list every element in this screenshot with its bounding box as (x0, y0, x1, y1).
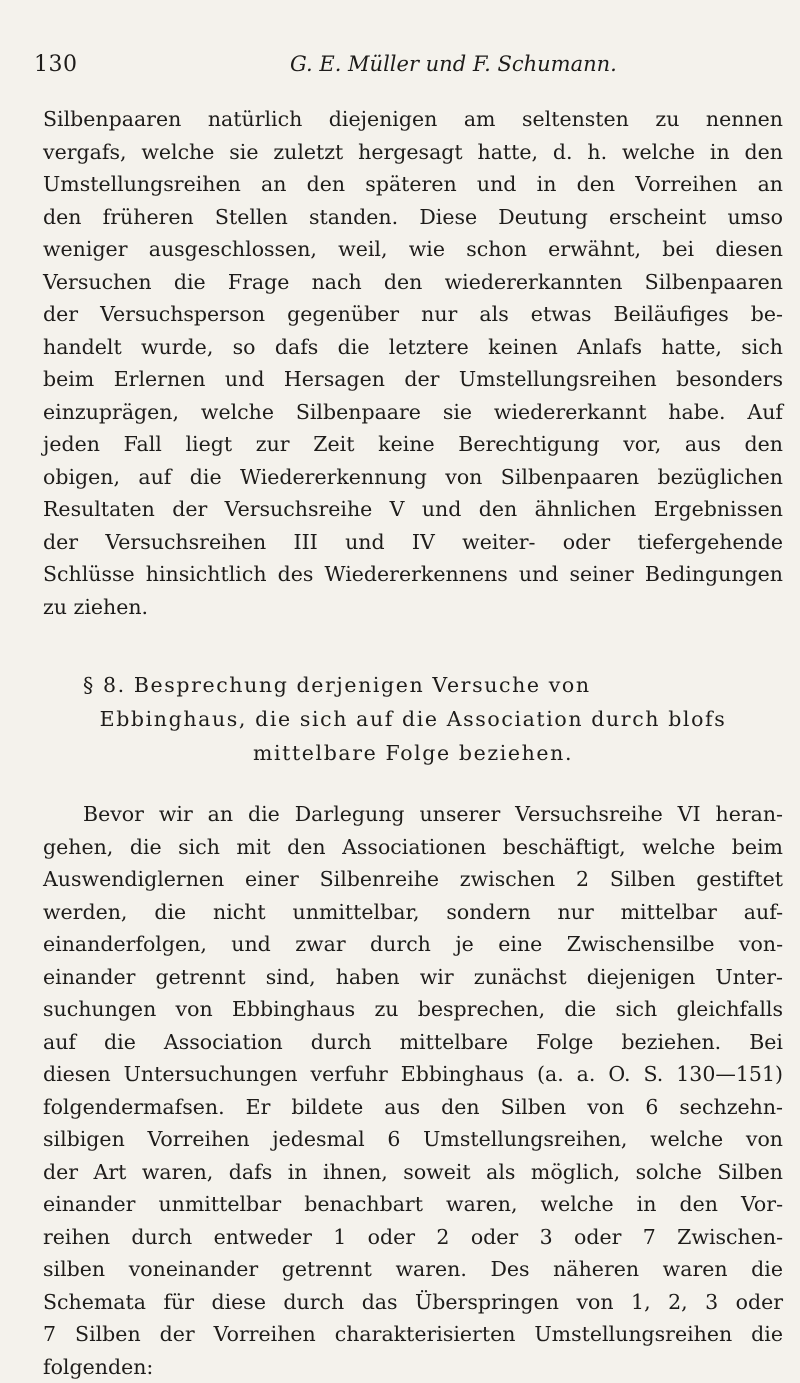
heading-line: mittelbare Folge beziehen. (43, 736, 783, 770)
running-head (34, 52, 770, 82)
text-line: Resultaten der Versuchsreihe V und den ähnlichen Ergebnissen (43, 493, 783, 526)
text-line: einander unmittelbar benachbart waren, welche in den Vor- (43, 1188, 783, 1221)
text-line: Versuchen die Frage nach den wiedererkannten Silbenpaaren (43, 266, 783, 299)
text-line: silbigen Vorreihen jedesmal 6 Umstellungsreihen, welche von (43, 1123, 783, 1156)
heading-line: § 8. Besprechung derjenigen Versuche von (43, 668, 783, 702)
paragraph-2 (43, 798, 783, 1383)
text-line: reihen durch entweder 1 oder 2 oder 3 oder 7 Zwischen- (43, 1221, 783, 1254)
text-line: der Versuchsperson gegenüber nur als etwas Beiläufiges be- (43, 298, 783, 331)
text-line: zu ziehen. (43, 591, 783, 624)
body-text (43, 103, 783, 1383)
text-line: beim Erlernen und Hersagen der Umstellungsreihen besonders (43, 363, 783, 396)
text-line: auf die Association durch mittelbare Folge beziehen. Bei (43, 1026, 783, 1059)
paragraph-1 (43, 103, 783, 623)
text-line: jeden Fall liegt zur Zeit keine Berechtigung vor, aus den (43, 428, 783, 461)
text-line: Bevor wir an die Darlegung unserer Versuchsreihe VI heran- (43, 798, 783, 831)
text-line: vergafs, welche sie zuletzt hergesagt hatte, d. h. welche in den (43, 136, 783, 169)
text-line: Schemata für diese durch das Überspringen von 1, 2, 3 oder (43, 1286, 783, 1319)
text-line: obigen, auf die Wiedererkennung von Silbenpaaren bezüglichen (43, 461, 783, 494)
text-line: 7 Silben der Vorreihen charakterisierten Umstellungsreihen die (43, 1318, 783, 1351)
text-line: einander getrennt sind, haben wir zunächst diejenigen Unter- (43, 961, 783, 994)
text-line: Schlüsse hinsichtlich des Wiedererkennens und seiner Bedingungen (43, 558, 783, 591)
heading-line: Ebbinghaus, die sich auf die Association durch blofs (43, 702, 783, 736)
text-line: der Versuchsreihen III und IV weiter- oder tiefergehende (43, 526, 783, 559)
text-line: Silbenpaaren natürlich diejenigen am seltensten zu nennen (43, 103, 783, 136)
text-line: den früheren Stellen standen. Diese Deutung erscheint umso (43, 201, 783, 234)
heading-spacer (43, 770, 783, 798)
text-line: gehen, die sich mit den Associationen beschäftigt, welche beim (43, 831, 783, 864)
section-heading (43, 668, 783, 770)
text-line: folgendermafsen. Er bildete aus den Silben von 6 sechzehn- (43, 1091, 783, 1124)
text-line: der Art waren, dafs in ihnen, soweit als möglich, solche Silben (43, 1156, 783, 1189)
running-title: G. E. Müller und F. Schumann. (290, 52, 617, 76)
text-line: weniger ausgeschlossen, weil, wie schon erwähnt, bei diesen (43, 233, 783, 266)
text-line: diesen Untersuchungen verfuhr Ebbinghaus (a. a. O. S. 130—151) (43, 1058, 783, 1091)
text-line: einanderfolgen, und zwar durch je eine Zwischensilbe von- (43, 928, 783, 961)
text-line: silben voneinander getrennt waren. Des näheren waren die (43, 1253, 783, 1286)
text-line: einzuprägen, welche Silbenpaare sie wiedererkannt habe. Auf (43, 396, 783, 429)
section-spacer (43, 623, 783, 668)
text-line: folgenden: (43, 1351, 783, 1383)
text-line: handelt wurde, so dafs die letztere keinen Anlafs hatte, sich (43, 331, 783, 364)
page-number: 130 (34, 52, 78, 77)
text-line: werden, die nicht unmittelbar, sondern nur mittelbar auf- (43, 896, 783, 929)
text-line: suchungen von Ebbinghaus zu besprechen, die sich gleichfalls (43, 993, 783, 1026)
text-line: Umstellungsreihen an den späteren und in den Vorreihen an (43, 168, 783, 201)
text-line: Auswendiglernen einer Silbenreihe zwischen 2 Silben gestiftet (43, 863, 783, 896)
